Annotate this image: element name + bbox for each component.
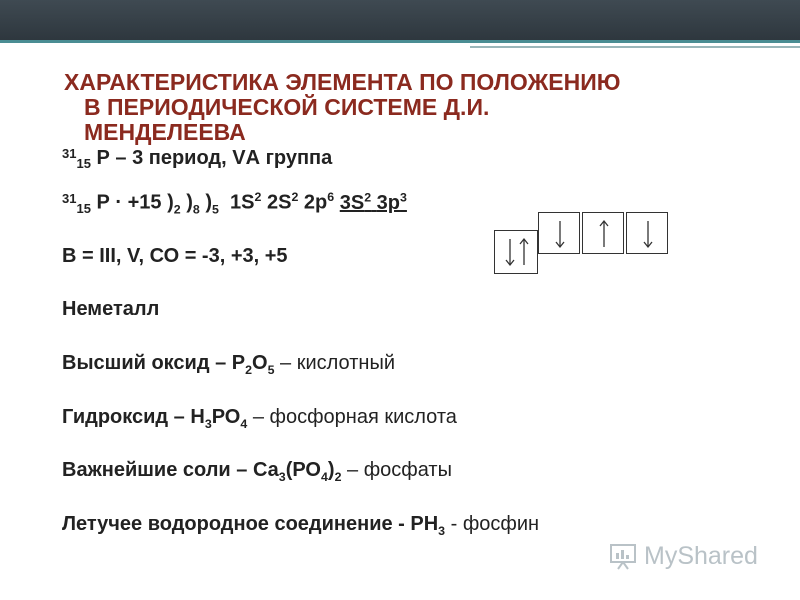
valence-oxidation-line: В = III, V, СО = -3, +3, +5 [62,245,288,267]
title-line-2: В ПЕРИОДИЧЕСКОЙ СИСТЕМЕ Д.И. [84,94,490,120]
arrow-up-icon [597,219,611,249]
p-orbital-cell-3 [626,212,668,254]
s-orbital-cell [494,230,538,274]
hydride-line: Летучее водородное соединение - $РН_3$ - фосфин [62,513,540,538]
isotope-notation: $^{31}_{15}$ [62,146,91,171]
arrow-up-icon [517,237,531,267]
p-orbital-cell-2 [582,212,624,254]
accent-stripe-thin [470,46,800,48]
arrow-down-icon [641,219,655,249]
hydroxide-line: Гидроксид – $Н_3РО_4$ – фосфорная кислота [62,406,457,431]
slide-title [64,70,764,145]
electron-config-line: $^{31}_{15}$ Р · +15 )$_2$ )$_8$ )$_5$ $1S^2$ $2S^2$ $2p^6$ $3S^2$ $3p^3$ [62,190,407,217]
p-orbital-cell-1 [538,212,580,254]
salts-line: Важнейшие соли – $Са_3(РО_4)_2$ – фосфаты [62,459,452,484]
arrow-down-icon [553,219,567,249]
myshared-logo [608,536,758,576]
logo-text: MyShared [644,541,758,570]
arrow-down-icon [503,237,517,267]
period-group-line: $^{31}_{15}$ Р – 3 период, VА группа [62,146,333,171]
oxide-line: Высший оксид – $Р_2О_5$ – кислотный [62,352,395,377]
title-line-1: ХАРАКТЕРИСТИКА ЭЛЕМЕНТА ПО ПОЛОЖЕНИЮ [64,69,621,95]
presentation-board-icon [608,541,638,571]
top-banner [0,0,800,40]
title-line-3: МЕНДЕЛЕЕВА [84,119,246,145]
accent-stripe [0,40,800,43]
isotope-notation: $^{31}_{15}$ [62,190,91,216]
valence-config: $3S^2$ $3p^3$ [339,190,407,214]
nonmetal-line: Неметалл [62,298,160,320]
